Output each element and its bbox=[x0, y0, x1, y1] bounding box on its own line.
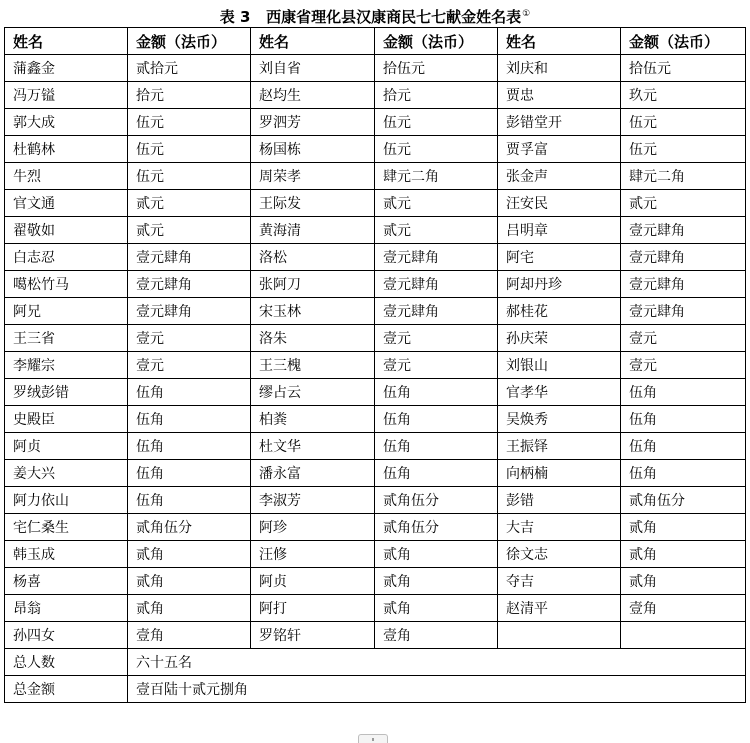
table-row bbox=[5, 514, 746, 541]
donor-name-cell: 彭错 bbox=[498, 487, 621, 514]
donation-amount-cell: 壹元 bbox=[128, 325, 251, 352]
donor-name-cell: 昂翁 bbox=[5, 595, 128, 622]
table-row bbox=[5, 163, 746, 190]
donor-name-cell: 白志忍 bbox=[5, 244, 128, 271]
table-row bbox=[5, 487, 746, 514]
donation-amount-cell: 伍角 bbox=[375, 433, 498, 460]
donation-amount-cell: 贰角 bbox=[375, 568, 498, 595]
donation-amount-cell: 伍角 bbox=[375, 460, 498, 487]
donor-name-cell: 史殿臣 bbox=[5, 406, 128, 433]
donation-amount-cell: 贰角伍分 bbox=[375, 487, 498, 514]
donor-name-cell: 姜大兴 bbox=[5, 460, 128, 487]
donation-amount-cell: 伍角 bbox=[128, 406, 251, 433]
table-title bbox=[0, 4, 750, 27]
donor-name-cell: 夺吉 bbox=[498, 568, 621, 595]
donation-amount-cell: 壹元肆角 bbox=[621, 271, 746, 298]
donation-amount-cell: 拾伍元 bbox=[375, 55, 498, 82]
donation-amount-cell: 壹元肆角 bbox=[375, 298, 498, 325]
donor-name-cell: 官孝华 bbox=[498, 379, 621, 406]
donor-name-cell: 郭大成 bbox=[5, 109, 128, 136]
table-row bbox=[5, 271, 746, 298]
donation-amount-cell: 壹元肆角 bbox=[128, 271, 251, 298]
donor-name-cell: 刘庆和 bbox=[498, 55, 621, 82]
donation-amount-cell: 贰角伍分 bbox=[375, 514, 498, 541]
donation-amount-cell: 伍元 bbox=[375, 136, 498, 163]
donation-amount-cell: 壹元 bbox=[375, 352, 498, 379]
table-row bbox=[5, 109, 746, 136]
donor-name-cell: 向柄楠 bbox=[498, 460, 621, 487]
table-number: 表 3 bbox=[219, 8, 251, 26]
header-amount: 金额（法币） bbox=[621, 28, 746, 55]
donor-name-cell: 王振铎 bbox=[498, 433, 621, 460]
header-amount: 金额（法币） bbox=[128, 28, 251, 55]
total-amount-value: 壹百陆十贰元捌角 bbox=[128, 676, 746, 703]
donation-amount-cell: 壹角 bbox=[621, 595, 746, 622]
footnote-mark: ① bbox=[522, 9, 531, 19]
donation-amount-cell: 贰元 bbox=[128, 217, 251, 244]
table-row bbox=[5, 190, 746, 217]
scroll-handle[interactable] bbox=[358, 734, 388, 743]
donation-amount-cell: 贰元 bbox=[621, 190, 746, 217]
donor-name-cell: 彭错堂开 bbox=[498, 109, 621, 136]
table-row bbox=[5, 298, 746, 325]
donation-amount-cell: 壹元肆角 bbox=[375, 244, 498, 271]
donation-amount-cell: 贰角 bbox=[375, 595, 498, 622]
donation-amount-cell: 伍元 bbox=[128, 163, 251, 190]
donor-name-cell: 蒲鑫金 bbox=[5, 55, 128, 82]
donor-name-cell: 赵均生 bbox=[251, 82, 375, 109]
donation-amount-cell: 壹角 bbox=[375, 622, 498, 649]
donation-amount-cell: 伍角 bbox=[621, 433, 746, 460]
donation-amount-cell: 伍角 bbox=[128, 379, 251, 406]
donor-name-cell: 罗铭轩 bbox=[251, 622, 375, 649]
donation-amount-cell: 壹元 bbox=[375, 325, 498, 352]
table-row bbox=[5, 595, 746, 622]
donation-amount-cell: 拾元 bbox=[375, 82, 498, 109]
donor-name-cell: 翟敬如 bbox=[5, 217, 128, 244]
donation-amount-cell: 贰元 bbox=[128, 190, 251, 217]
donor-name-cell: 阿却丹珍 bbox=[498, 271, 621, 298]
table-row bbox=[5, 352, 746, 379]
donor-name-cell: 罗泗芳 bbox=[251, 109, 375, 136]
donor-name-cell: 王际发 bbox=[251, 190, 375, 217]
donation-amount-cell: 贰角伍分 bbox=[128, 514, 251, 541]
donor-name-cell: 周荣孝 bbox=[251, 163, 375, 190]
donation-amount-cell: 伍元 bbox=[621, 136, 746, 163]
donation-amount-cell: 伍角 bbox=[128, 433, 251, 460]
table-row bbox=[5, 217, 746, 244]
donation-amount-cell: 贰角 bbox=[128, 595, 251, 622]
donation-amount-cell: 壹元肆角 bbox=[621, 298, 746, 325]
table-row bbox=[5, 244, 746, 271]
table-row bbox=[5, 622, 746, 649]
donation-amount-cell: 壹角 bbox=[128, 622, 251, 649]
donor-name-cell: 黄海清 bbox=[251, 217, 375, 244]
donor-name-cell: 官文通 bbox=[5, 190, 128, 217]
donation-amount-cell: 肆元二角 bbox=[375, 163, 498, 190]
donor-name-cell bbox=[498, 622, 621, 649]
donation-amount-cell: 壹元 bbox=[128, 352, 251, 379]
donor-name-cell: 杜文华 bbox=[251, 433, 375, 460]
donor-name-cell: 缪占云 bbox=[251, 379, 375, 406]
total-people-label: 总人数 bbox=[5, 649, 128, 676]
table-row bbox=[5, 55, 746, 82]
donor-name-cell: 洛松 bbox=[251, 244, 375, 271]
donation-amount-cell: 肆元二角 bbox=[621, 163, 746, 190]
table-row bbox=[5, 136, 746, 163]
header-amount: 金额（法币） bbox=[375, 28, 498, 55]
donor-name-cell: 杨国栋 bbox=[251, 136, 375, 163]
donation-amount-cell: 贰元 bbox=[375, 190, 498, 217]
donation-amount-cell: 伍角 bbox=[621, 406, 746, 433]
table-row bbox=[5, 406, 746, 433]
table-body bbox=[5, 55, 746, 649]
donation-amount-cell: 玖元 bbox=[621, 82, 746, 109]
table-row bbox=[5, 433, 746, 460]
donor-name-cell: 吕明章 bbox=[498, 217, 621, 244]
table-row bbox=[5, 82, 746, 109]
donation-amount-cell: 拾元 bbox=[128, 82, 251, 109]
donation-amount-cell: 贰角 bbox=[621, 568, 746, 595]
donor-name-cell: 阿打 bbox=[251, 595, 375, 622]
table-row bbox=[5, 379, 746, 406]
donor-name-cell: 刘自省 bbox=[251, 55, 375, 82]
donation-amount-cell: 贰角 bbox=[128, 568, 251, 595]
donor-name-cell: 大吉 bbox=[498, 514, 621, 541]
donor-name-cell: 张金声 bbox=[498, 163, 621, 190]
donor-name-cell: 阿贞 bbox=[5, 433, 128, 460]
donation-amount-cell: 伍角 bbox=[621, 379, 746, 406]
donor-name-cell: 阿宅 bbox=[498, 244, 621, 271]
table-row bbox=[5, 325, 746, 352]
donor-name-cell: 阿珍 bbox=[251, 514, 375, 541]
donor-name-cell: 王三槐 bbox=[251, 352, 375, 379]
donor-name-cell: 噶松竹马 bbox=[5, 271, 128, 298]
donor-name-cell: 罗绒彭错 bbox=[5, 379, 128, 406]
table-row bbox=[5, 460, 746, 487]
donation-amount-cell: 拾伍元 bbox=[621, 55, 746, 82]
donor-name-cell: 郝桂花 bbox=[498, 298, 621, 325]
donation-amount-cell: 贰角 bbox=[128, 541, 251, 568]
donor-name-cell: 韩玉成 bbox=[5, 541, 128, 568]
donation-amount-cell: 伍角 bbox=[621, 460, 746, 487]
donation-amount-cell: 壹元 bbox=[621, 325, 746, 352]
donation-amount-cell: 伍角 bbox=[375, 406, 498, 433]
summary-row-total-people bbox=[5, 649, 746, 676]
donation-amount-cell: 贰角 bbox=[375, 541, 498, 568]
donor-name-cell: 张阿刀 bbox=[251, 271, 375, 298]
donation-amount-cell: 壹元肆角 bbox=[128, 298, 251, 325]
donor-name-cell: 冯万镒 bbox=[5, 82, 128, 109]
donation-amount-cell: 壹元肆角 bbox=[621, 217, 746, 244]
donor-name-cell: 吴焕秀 bbox=[498, 406, 621, 433]
donor-name-cell: 贾孚富 bbox=[498, 136, 621, 163]
total-amount-label: 总金额 bbox=[5, 676, 128, 703]
donor-name-cell: 宋玉林 bbox=[251, 298, 375, 325]
donor-name-cell: 汪安民 bbox=[498, 190, 621, 217]
donor-name-cell: 孙四女 bbox=[5, 622, 128, 649]
total-people-value: 六十五名 bbox=[128, 649, 746, 676]
header-row bbox=[5, 28, 746, 55]
donation-amount-cell: 壹元肆角 bbox=[128, 244, 251, 271]
donor-name-cell: 潘永富 bbox=[251, 460, 375, 487]
donor-name-cell: 王三省 bbox=[5, 325, 128, 352]
donor-name-cell: 洛朱 bbox=[251, 325, 375, 352]
donation-amount-cell: 贰元 bbox=[375, 217, 498, 244]
donor-name-cell: 阿力依山 bbox=[5, 487, 128, 514]
donation-amount-cell: 壹元肆角 bbox=[621, 244, 746, 271]
donor-name-cell: 赵清平 bbox=[498, 595, 621, 622]
donation-amount-cell: 伍元 bbox=[621, 109, 746, 136]
donation-amount-cell: 壹元 bbox=[621, 352, 746, 379]
donation-amount-cell: 壹元肆角 bbox=[375, 271, 498, 298]
donation-amount-cell bbox=[621, 622, 746, 649]
donor-name-cell: 贾忠 bbox=[498, 82, 621, 109]
table-row bbox=[5, 541, 746, 568]
table-row bbox=[5, 568, 746, 595]
donor-name-cell: 杨喜 bbox=[5, 568, 128, 595]
donor-name-cell: 汪修 bbox=[251, 541, 375, 568]
donor-name-cell: 刘银山 bbox=[498, 352, 621, 379]
donor-name-cell: 李耀宗 bbox=[5, 352, 128, 379]
header-name: 姓名 bbox=[5, 28, 128, 55]
donor-name-cell: 孙庆荣 bbox=[498, 325, 621, 352]
summary-row-total-amount bbox=[5, 676, 746, 703]
donation-amount-cell: 伍元 bbox=[128, 109, 251, 136]
donation-amount-cell: 伍元 bbox=[128, 136, 251, 163]
donation-amount-cell: 贰拾元 bbox=[128, 55, 251, 82]
donation-amount-cell: 伍角 bbox=[128, 460, 251, 487]
donor-name-cell: 牛烈 bbox=[5, 163, 128, 190]
table-title-text: 西康省理化县汉康商民七七献金姓名表 bbox=[266, 8, 522, 26]
donation-amount-cell: 贰角 bbox=[621, 514, 746, 541]
donation-amount-cell: 伍角 bbox=[375, 379, 498, 406]
donation-amount-cell: 伍元 bbox=[375, 109, 498, 136]
header-name: 姓名 bbox=[251, 28, 375, 55]
donation-amount-cell: 伍角 bbox=[128, 487, 251, 514]
donation-amount-cell: 贰角 bbox=[621, 541, 746, 568]
donor-name-cell: 李淑芳 bbox=[251, 487, 375, 514]
donor-name-cell: 徐文志 bbox=[498, 541, 621, 568]
donation-amount-cell: 贰角伍分 bbox=[621, 487, 746, 514]
donor-name-cell: 宅仁桑生 bbox=[5, 514, 128, 541]
donor-name-cell: 阿兄 bbox=[5, 298, 128, 325]
donor-name-cell: 阿贞 bbox=[251, 568, 375, 595]
donor-name-cell: 柏粪 bbox=[251, 406, 375, 433]
donation-table bbox=[4, 27, 746, 703]
header-name: 姓名 bbox=[498, 28, 621, 55]
donor-name-cell: 杜鹤林 bbox=[5, 136, 128, 163]
